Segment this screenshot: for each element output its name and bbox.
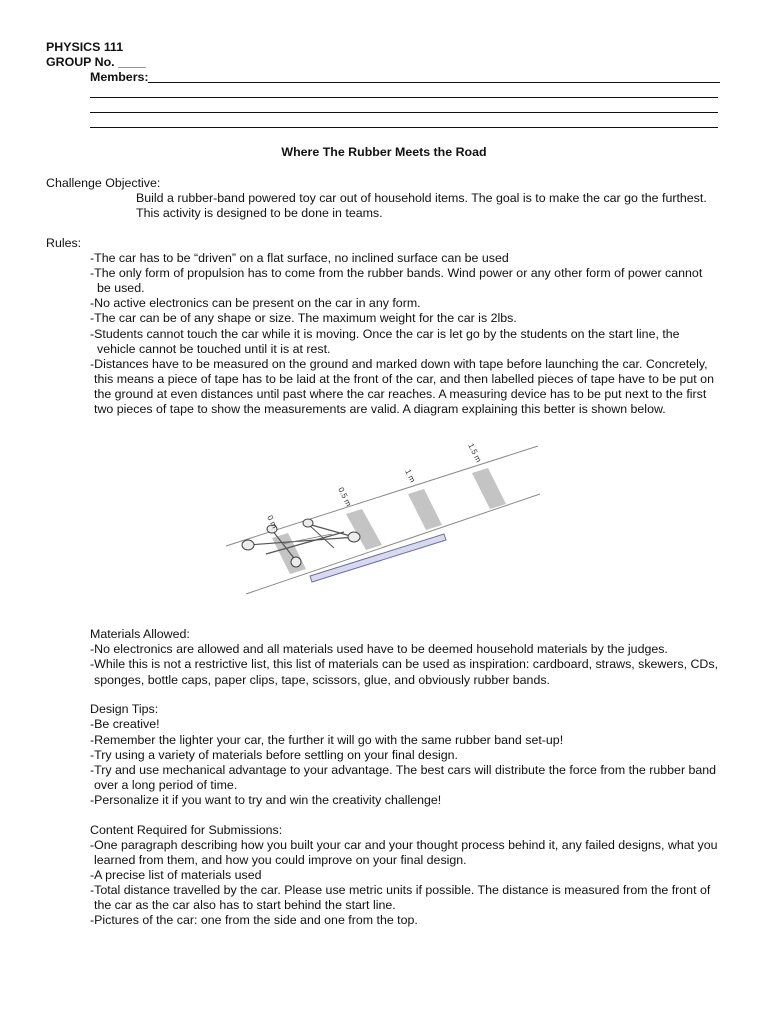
members-line-3 <box>90 112 718 113</box>
car-wheel <box>242 540 254 550</box>
rule-line: -No active electronics can be present on the car in any form. <box>90 296 421 310</box>
submission-line: the car as the car also has to start behind the start line. <box>94 898 396 912</box>
rule-line: two pieces of tape to show the measurements are valid. A diagram explaining this better is shown below. <box>94 402 666 416</box>
objective-heading: Challenge Objective: <box>46 176 161 190</box>
car-wheel <box>291 557 301 567</box>
tip-line: -Remember the lighter your car, the further it will go with the same rubber band set-up! <box>90 733 564 747</box>
submission-line: -A precise list of materials used <box>90 868 262 882</box>
materials-heading: Materials Allowed: <box>90 627 190 641</box>
objective-line: Build a rubber-band powered toy car out of household items. The goal is to make the car go the furthest. <box>136 191 707 205</box>
tip-line: -Try using a variety of materials before settling on your final design. <box>90 748 458 762</box>
rule-line: -The car can be of any shape or size. The maximum weight for the car is 2lbs. <box>90 311 517 325</box>
submission-line: -Total distance travelled by the car. Please use metric units if possible. The distance is measured from the front of <box>90 883 711 897</box>
materials-line: -No electronics are allowed and all materials used have to be deemed household materials by the judges. <box>90 642 668 656</box>
tape-mark-1-5m <box>472 468 506 509</box>
car-wheel <box>348 532 360 542</box>
tip-line: over a long period of time. <box>94 778 238 792</box>
submission-line: -One paragraph describing how you built your car and your thought process behind it, any failed designs, what you <box>90 838 718 852</box>
tape-mark-0m <box>272 533 306 574</box>
rule-line: -Students cannot touch the car while it is moving. Once the car is let go by the students on the start line, the <box>90 327 680 341</box>
submissions-heading: Content Required for Submissions: <box>90 823 283 837</box>
tips-heading: Design Tips: <box>90 702 159 716</box>
members-label: Members: <box>90 70 149 84</box>
rule-line: -The car has to be “driven” on a flat surface, no inclined surface can be used <box>90 251 509 265</box>
materials-line: sponges, bottle caps, paper clips, tape, scissors, glue, and obviously rubber bands. <box>94 673 550 687</box>
rules-heading: Rules: <box>46 236 82 250</box>
tip-line: -Try and use mechanical advantage to your advantage. The best cars will distribute the force from the rubber band <box>90 763 717 777</box>
distance-label-0m: 0 m <box>265 513 280 530</box>
submission-line: learned from them, and how you could improve on your final design. <box>94 853 467 867</box>
track-measurement-diagram <box>222 438 544 600</box>
members-line-4 <box>90 127 718 128</box>
car-wheel <box>303 519 313 527</box>
distance-label-1m: 1 m <box>403 467 418 484</box>
rule-line: be used. <box>97 281 145 295</box>
distance-label-1-5m: 1.5 m <box>466 441 484 464</box>
distance-label-0-5m: 0.5 m <box>336 485 354 508</box>
document-title: Where The Rubber Meets the Road <box>281 145 487 159</box>
toy-car <box>242 519 360 567</box>
tip-line: -Be creative! <box>90 717 160 731</box>
tape-mark-0-5m <box>346 509 382 550</box>
members-line-1 <box>148 82 720 83</box>
members-line-2 <box>90 97 718 98</box>
course-title: PHYSICS 111 <box>46 40 124 54</box>
rule-line: -The only form of propulsion has to come from the rubber bands. Wind power or any other form of power cannot <box>90 266 703 280</box>
rule-line: vehicle cannot be touched until it is at rest. <box>97 342 331 356</box>
submission-line: -Pictures of the car: one from the side and one from the top. <box>90 913 418 927</box>
rule-line: this means a piece of tape has to be laid at the front of the car, and then labelled pieces of tape have to be put on <box>94 372 714 386</box>
group-number-label: GROUP No. ____ <box>46 55 146 69</box>
tip-line: -Personalize it if you want to try and win the creativity challenge! <box>90 793 442 807</box>
rule-line: the ground at even distances until past where the car reaches. A measuring device has to be put next to the first <box>94 387 707 401</box>
materials-line: -While this is not a restrictive list, this list of materials can be used as inspiration: cardboard, straws, skewers, CDs, <box>90 657 719 671</box>
tape-mark-1m <box>408 489 442 530</box>
objective-line: This activity is designed to be done in teams. <box>136 206 383 220</box>
rule-line: -Distances have to be measured on the ground and marked down with tape before launching the car. Concretely, <box>90 357 708 371</box>
